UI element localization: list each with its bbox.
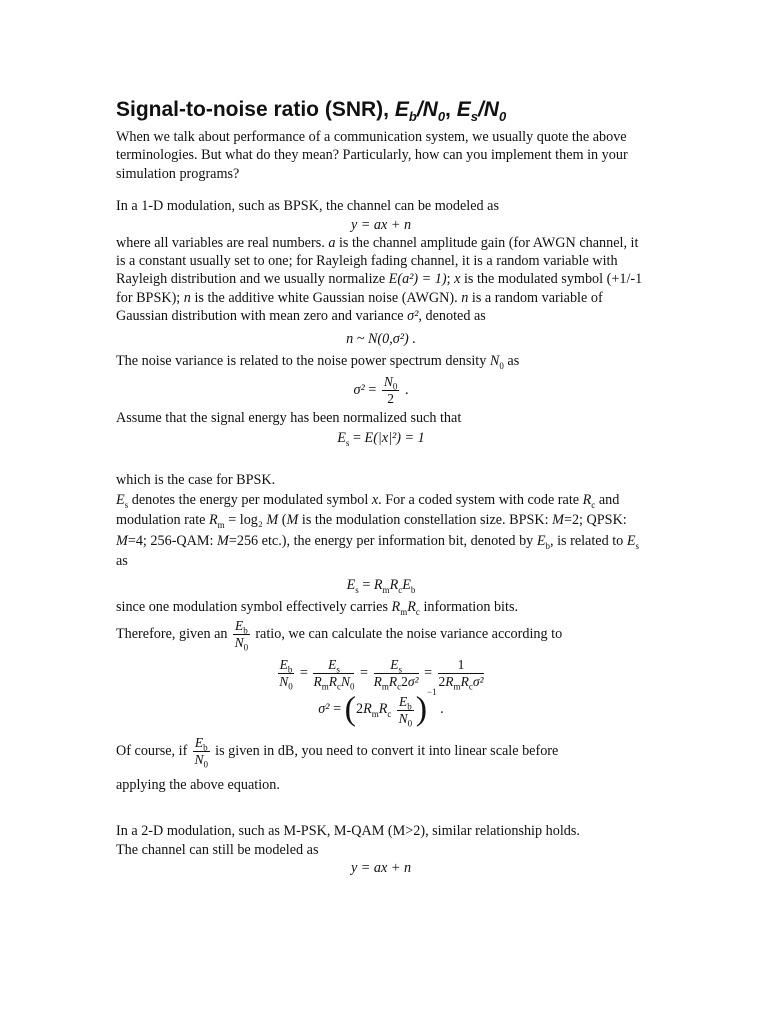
twod-paragraph: In a 2-D modulation, such as M-PSK, M-QAM (M>2), similar relationship holds. The channel can still be modeled as (116, 823, 580, 858)
equation-channel: y = ax + n (350, 216, 412, 233)
equation-sigma-n0: σ² = $\frac{N_0}{2}$ . (353, 374, 409, 407)
variables-paragraph: where all variables are real numbers. a is the channel amplitude gain (for AWGN channel, it is a constant usually set to one; for Rayleigh fading channel, it is a random variable with Rayleigh distribution and we usually normalize E(a²) = 1); x is the modulated symbol (+1/-1 for BPSK); n is the additive white Gaussian noise (AWGN). n is a random variable of Gaussian distribution with mean zero and variance σ², denoted as (116, 234, 643, 325)
therefore-paragraph: Therefore, given an $\frac{E_b}{N_0}$ ratio, we can calculate the noise variance according to (116, 618, 563, 653)
equation-es-eb: $E_s = R_mR_cE_b$ (346, 576, 416, 595)
ofcourse-paragraph: Of course, if $\frac{E_b}{N_0}$ is given in dB, you need to convert it into linear scale before (116, 735, 559, 770)
since-paragraph: since one modulation symbol effectively carries $R_mR_c$ information bits. (116, 598, 519, 617)
equation-channel-2d: y = ax + n (350, 860, 412, 877)
equation-sigma-solution: $\sigma^2 = (2R_mR_c$ $\frac{E_b}{N_0}$ )$^{-1}$ . (318, 687, 444, 729)
assume-paragraph: Assume that the signal energy has been normalized such that (116, 410, 462, 427)
oned-intro: In a 1-D modulation, such as BPSK, the channel can be modeled as (116, 198, 499, 215)
applying-paragraph: applying the above equation. (116, 777, 280, 794)
equation-eb-n0-ratio: $\frac{E_b}{N_0}$ = $\frac{E_s}{R_mR_cN_0}$ = $\frac{E_s}{R_mR_c2\sigma^2}$ = $\frac{1}{2R_mR_c\sigma^2}$ (279, 657, 484, 692)
equation-noise-dist: n ~ N(0,σ²) . (346, 330, 416, 347)
es-definition-paragraph: $E_s$ denotes the energy per modulated symbol x. For a coded system with code rate $R_c$ and modulation rate $R_m = \log_2$ M (M is the modulation constellation size. BPSK: M=2; QPSK: M=4; 256-QAM: M=256 etc.), the energy per information bit, denoted by $E_b$, is related to $E_s$ as (116, 491, 639, 570)
equation-es-normalized: $E_s = E(|x|^2) = 1$ (337, 430, 425, 449)
bpsk-case: which is the case for BPSK. (116, 472, 276, 489)
page-title: Signal-to-noise ratio (SNR), $E_b/N_0$, $E_s/N_0$ (116, 98, 507, 125)
document-page (116, 98, 646, 877)
intro-paragraph: When we talk about performance of a communication system, we usually quote the above terminologies. But what do they mean? Particularly, how can you implement them in your simulation programs? (116, 129, 628, 182)
noise-variance-paragraph: The noise variance is related to the noise power spectrum density $N_0$ as (116, 352, 520, 371)
